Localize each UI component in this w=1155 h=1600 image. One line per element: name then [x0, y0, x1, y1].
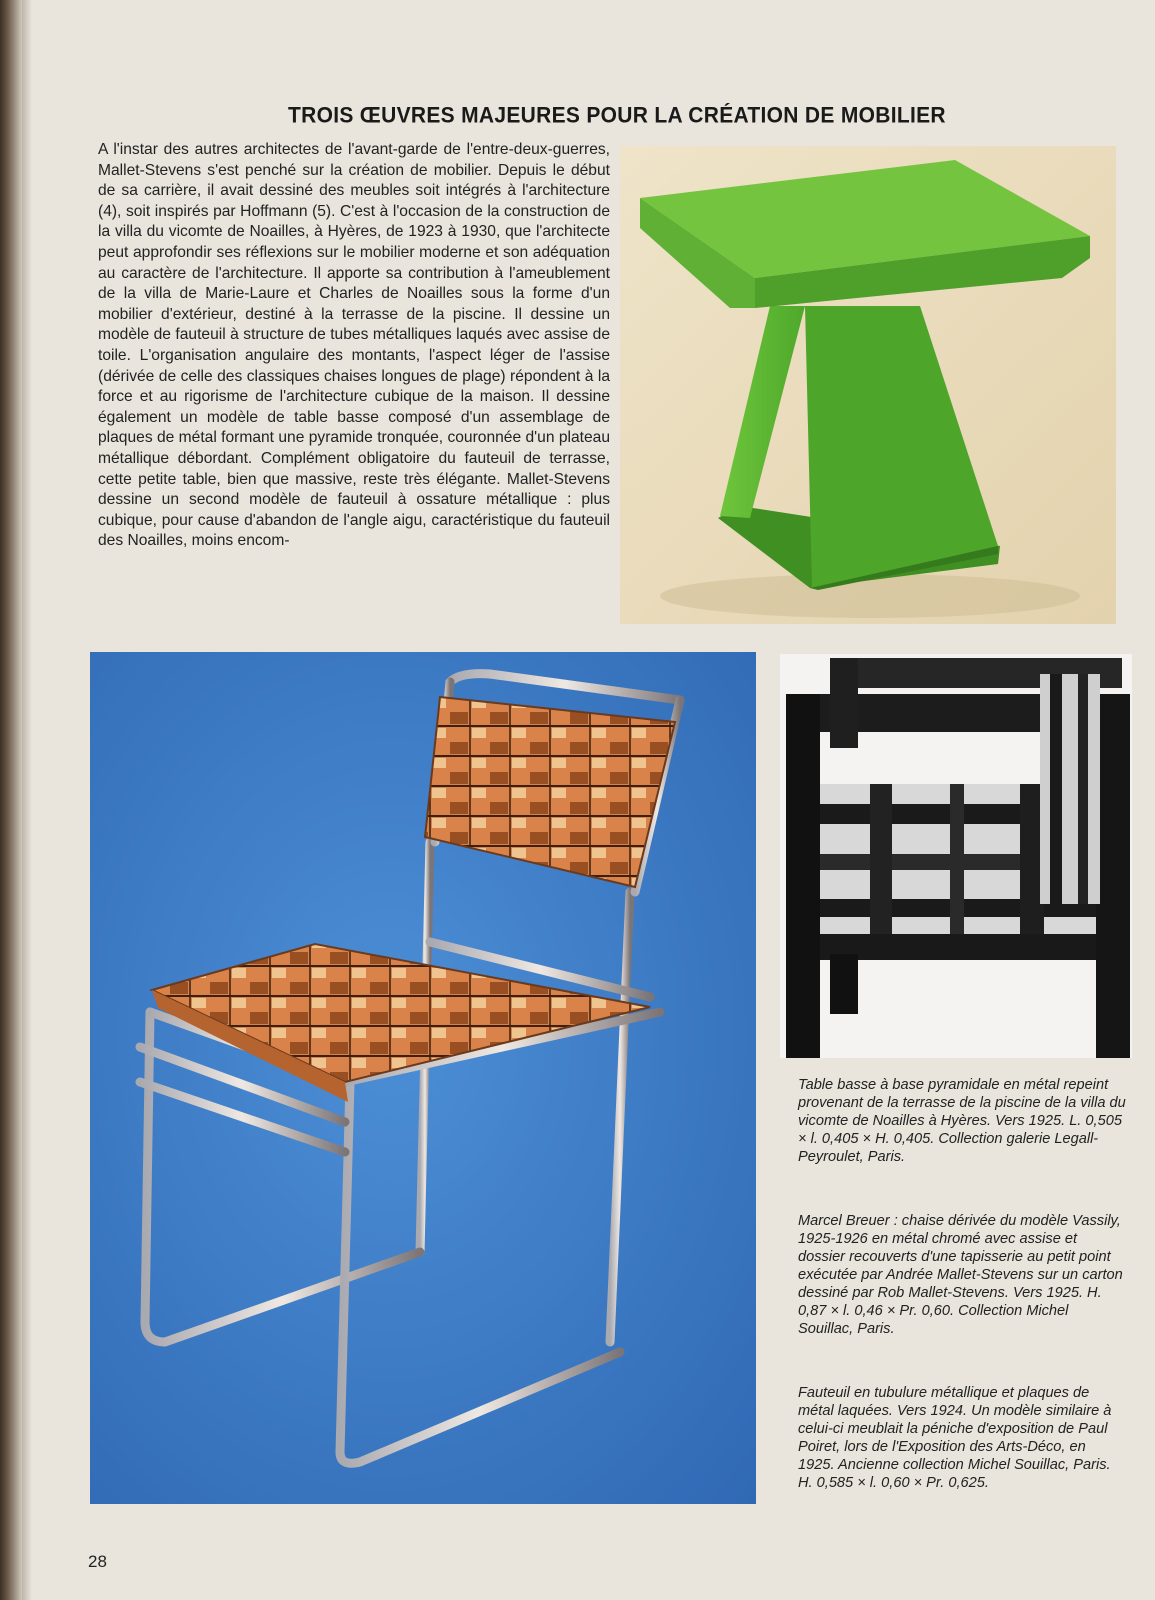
table-photo: [620, 146, 1116, 624]
caption-armchair: Fauteuil en tubulure métallique et plaques de métal laquées. Vers 1924. Un modèle similaire à celui-ci meublait la péniche d'exposition de Paul Poiret, lors de l'Exposition des Arts-Déco, en 1925. Ancienne collection Michel Souillac, Paris. H. 0,585 × l. 0,60 × Pr. 0,625.: [798, 1385, 1112, 1491]
book-spine: [0, 0, 22, 1600]
breuer-chair-image: [90, 652, 756, 1504]
page-title: TROIS ŒUVRES MAJEURES POUR LA CRÉATION DE MOBILIER: [288, 103, 946, 128]
page-number: 28: [88, 1552, 107, 1571]
caption-table: Table basse à base pyramidale en métal repeint provenant de la terrasse de la piscine de la villa du vicomte de Noailles à Hyères. Vers 1925. L. 0,505 × l. 0,405 × H. 0,405. Collection galerie Legall-Peyroulet, Paris.: [798, 1077, 1126, 1165]
armchair-image: [780, 654, 1132, 1058]
caption-chair: Marcel Breuer : chaise dérivée du modèle Vassily, 1925-1926 en métal chromé avec assise et dossier recouverts d'une tapisserie au petit point exécutée par Andrée Mallet-Stevens sur un carton dessiné par Rob Mallet-Stevens. Vers 1925. H. 0,87 × l. 0,46 × Pr. 0,60. Collection Michel Souillac, Paris.: [798, 1213, 1123, 1337]
chair-photo: [90, 652, 756, 1504]
article-body: A l'instar des autres architectes de l'avant-garde de l'entre-deux-guerres, Mallet-Stevens s'est penché sur la création de mobilier. Depuis le début de sa carrière, il avait dessiné des meubles soit intégrés à l'architecture (4), soit inspirés par Hoffmann (5). C'est à l'occasion de la construction de la villa du vicomte de Noailles, à Hyères, de 1923 à 1930, que l'architecte peut approfondir ses réflexions sur le mobilier moderne et son adéquation au caractère de l'architecture. Il apporte sa contribution à l'ameublement de la villa de Marie-Laure et Charles de Noailles sous la forme d'un mobilier d'extérieur, destiné à la terrasse de la piscine. Il dessine un modèle de fauteuil à structure de tubes métalliques laqués avec assise de toile. L'organisation angulaire des montants, l'aspect léger de l'assise (dérivée de celle des classiques chaises longues de plage) répondent à la force et au rigorisme de l'architecture cubique de la maison. Il dessine également un modèle de table basse composé d'un assemblage de plaques de métal formant une pyramide tronquée, couronnée d'un plateau métallique débordant. Complément obligatoire du fauteuil de terrasse, cette petite table, bien que massive, reste très élégante. Mallet-Stevens dessine un second modèle de fauteuil à ossature métallique : plus cubique, pour cause d'abandon de l'angle aigu, caractéristique du fauteuil des Noailles, moins encom-: [98, 141, 610, 550]
green-table-image: [620, 146, 1116, 624]
armchair-photo: [780, 654, 1132, 1058]
page-edge: [22, 0, 32, 1600]
